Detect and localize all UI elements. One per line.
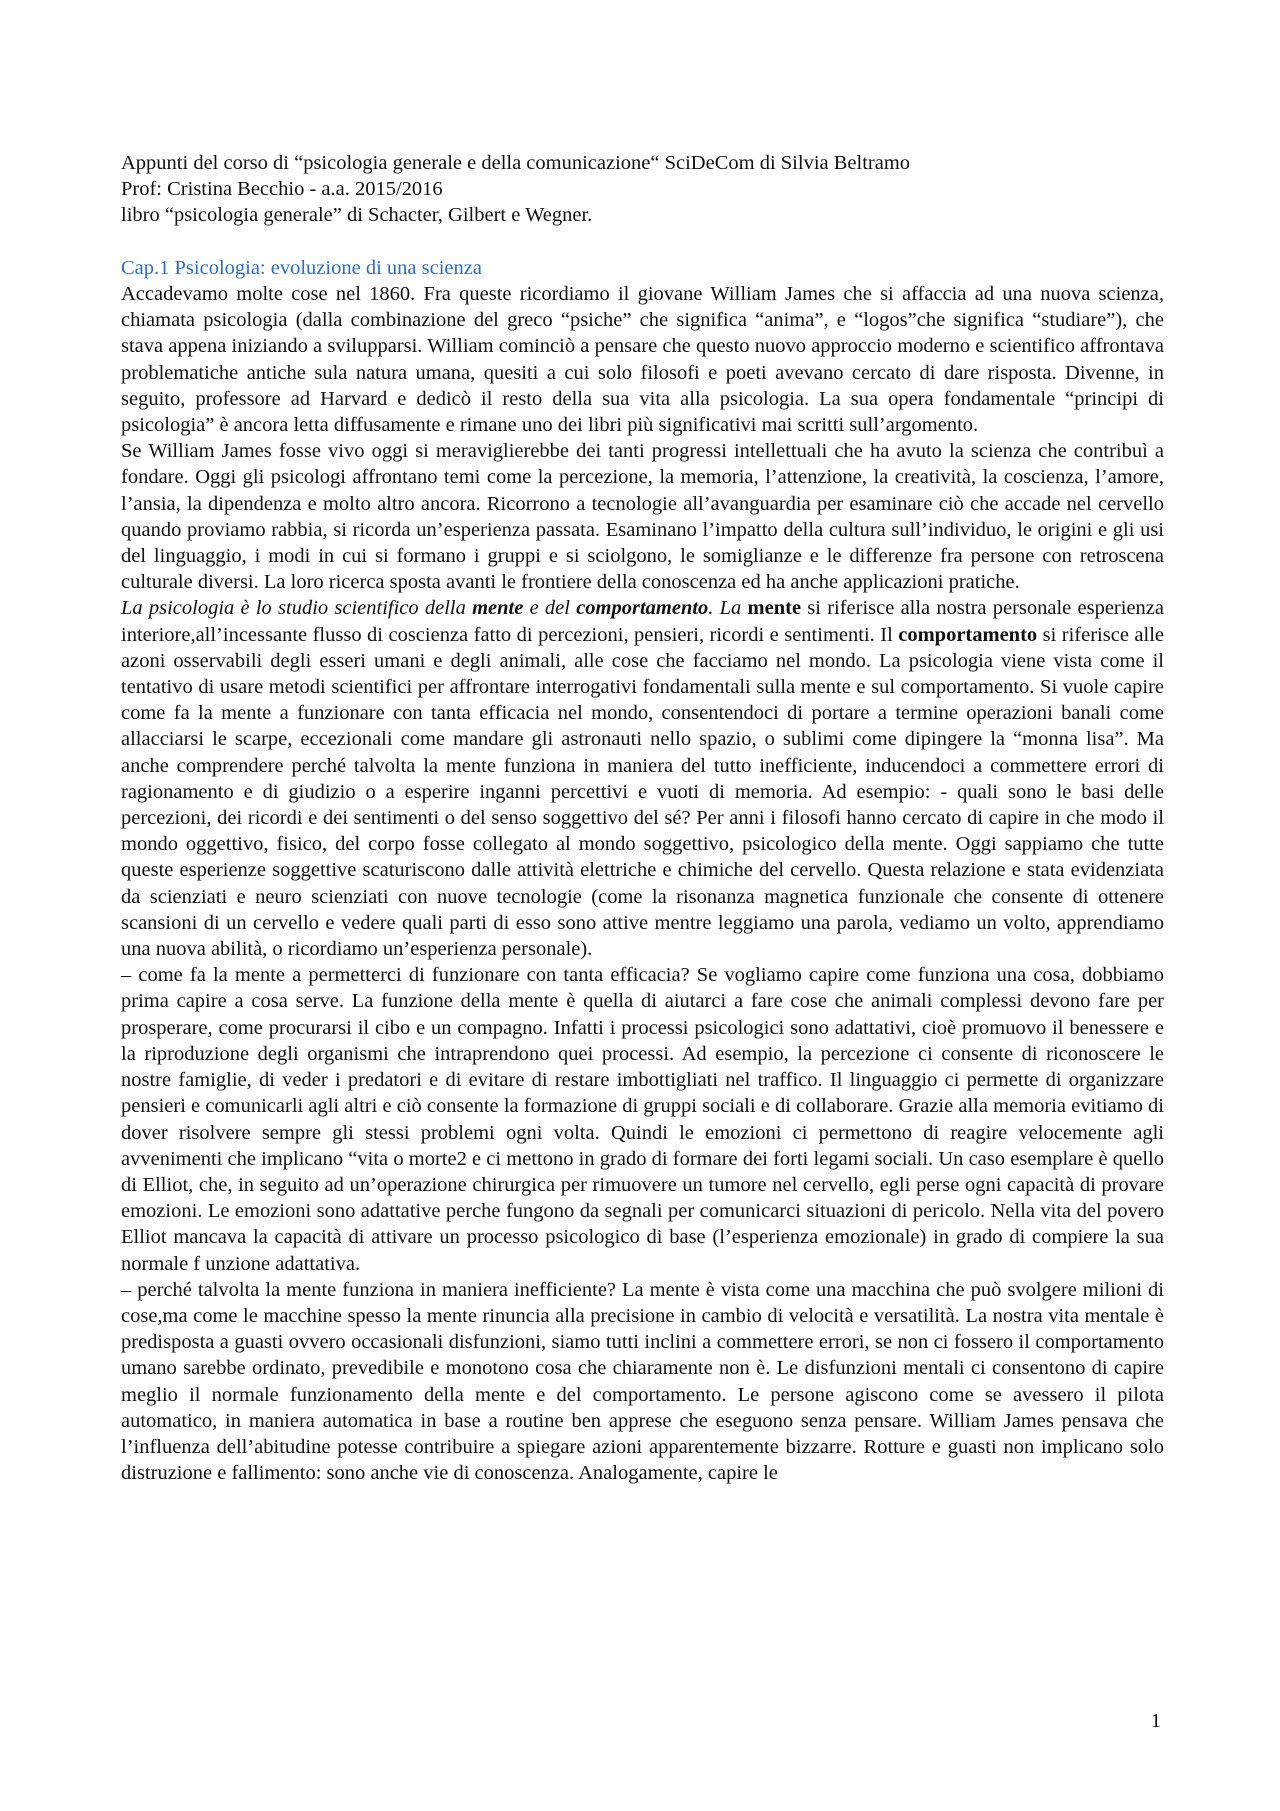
definition-connector: e del	[523, 597, 577, 620]
chapter-title: Cap.1 Psicologia: evoluzione di una scienza	[121, 257, 482, 279]
term-mente: mente	[747, 597, 802, 620]
paragraph-inefficiency: – perché talvolta la mente funziona in maniera inefficiente? La mente è vista come una macchina che può svolgere milioni di cose,ma come le macchine spesso la mente rinuncia alla precisione in cambio di velocità e versatilità. La nostra vita mentale è predisposta a guasti ovvero occasionali disfunzioni, siamo tutti inclini a commettere errori, se non ci fossero il comportamento umano sarebbe ordinato, prevedibile e monotono cosa che chiaramente non è. Le disfunzioni mentali ci consentono di capire meglio il normale funzionamento della mente e del comportamento. Le persone agiscono come se avessero il pilota automatico, in maniera automatica in base a routine ben apprese che eseguono senza pensare. William James pensava che l’influenza dell’abitudine potesse contribuire a spiegare azioni apparentemente bizzarre. Rotture e guasti non implicano solo distruzione e fallimento: sono anche vie di conoscenza. Analogamente, capire le	[121, 1278, 1164, 1485]
comportamento-definition: si riferisce alle azoni osservabili degli esseri umani e degli animali, alle cose che facciamo nel mondo. La psicologia viene vista come il tentativo di usare metodi scientifici per affrontare interrogativi fondamentali sulla mente e sul comportamento. Si vuole capire come fa la mente a funzionare con tanta efficacia nel mondo, consentendoci di portare a termine operazioni banali come allacciarsi le scarpe, eccezionali come mandare gli astronauti nello spazio, o sublimi come dipingere la “monna lisa”. Ma anche comprendere perché talvolta la mente funziona in maniera del tutto inefficiente, inducendoci a commettere errori di ragionamento e di giudizio o a esperire inganni percettivi e vuoti di memoria. Ad esempio: - quali sono le basi delle percezioni, dei ricordi e dei sentimenti o del senso soggettivo del sé? Per anni i filosofi hanno cercato di capire in che modo il mondo oggettivo, fisico, del corpo fosse collegato al mondo soggettivo, psicologico della mente. Oggi sappiamo che tutte queste esperienze soggettive scaturiscono dalle attività elettriche e chimiche del cervello. Questa relazione e stata evidenziata da scienziati e neuro scienziati con nuove tecnologie (come la risonanza magnetica funzionale che consente di ottenere scansioni di un cervello e vedere quali parti di esso sono attive mentre leggiamo una parola, vediamo un volto, apprendiamo una nuova abilità, o ricordiamo un’esperienza personale).	[121, 623, 1164, 961]
paragraph-definition	[121, 595, 1164, 962]
paragraph-intro: Accadevamo molte cose nel 1860. Fra queste ricordiamo il giovane William James che si affaccia ad una nuova scienza, chiamata psicologia (dalla combinazione del greco “psiche” che significa “anima”, e “logos”che significa “studiare”), che stava appena iniziando a svilupparsi. William cominciò a pensare che questo nuovo approccio moderno e scientifico affrontava problematiche antiche sula natura umana, quesiti a cui solo filosofi e poeti avevano cercato di dare risposta. Divenne, in seguito, professore ad Harvard e dedicò il resto della sua vita alla psicologia. La sua opera fondamentale “principi di psicologia” è ancora letta diffusamente e rimane uno dei libri più significativi mai scritti sull’argomento.	[121, 283, 1164, 437]
document-page	[121, 150, 1164, 1486]
header-course-line: Appunti del corso di “psicologia generale e della comunicazione“ SciDeCom di Silvia Beltramo	[121, 152, 911, 174]
header-professor-line: Prof: Cristina Becchio - a.a. 2015/2016	[121, 178, 443, 200]
term-mente-italic: mente	[472, 597, 524, 620]
paragraph-progress: Se William James fosse vivo oggi si meraviglierebbe dei tanti progressi intellettuali che ha avuto la scienza che contribuì a fondare. Oggi gli psicologi affrontano temi come la percezione, la memoria, l’attenzione, la creatività, la coscienza, l’amore, l’ansia, la dipendenza e molto altro ancora. Ricorrono a tecnologie all’avanguardia per esaminare ciò che accade nel cervello quando proviamo rabbia, si ricorda un’esperienza passata. Esaminano l’impatto della cultura sull’individuo, le origini e gli usi del linguaggio, i modi in cui si formano i gruppi e si sciolgono, le somiglianze e le differenze fra persone con retroscena culturale diversi. La loro ricerca sposta avanti le frontiere della conoscenza ed ha anche applicazioni pratiche.	[121, 440, 1164, 594]
mente-definition: si riferisce alla nostra personale esperienza interiore,all’incessante flusso di coscienza fatto di percezioni, pensieri, ricordi e sentimenti. Il	[121, 597, 1164, 646]
definition-lead: La psicologia è lo studio scientifico della	[121, 597, 473, 620]
term-comportamento: comportamento	[898, 623, 1038, 646]
term-comportamento-italic: comportamento	[576, 597, 709, 620]
paragraph-function: – come fa la mente a permetterci di funzionare con tanta efficacia? Se vogliamo capire come funziona una cosa, dobbiamo prima capire a cosa serve. La funzione della mente è quella di aiutarci a fare cose che animali complessi devono fare per prosperare, come procurarsi il cibo e un compagno. Infatti i processi psicologici sono adattativi, cioè promuovo il benessere e la riproduzione degli organismi che intraprendono quei processi. Ad esempio, la percezione ci consente di riconoscere le nostre famiglie, di veder i predatori e di evitare di restare imbottigliati nel traffico. Il linguaggio ci permette di organizzare pensieri e comunicarli agli altri e ciò consente la formazione di gruppi sociali e di collaborare. Grazie alla memoria evitiamo di dover risolvere sempre gli stessi problemi ogni volta. Quindi le emozioni ci permettono di reagire velocemente agli avvenimenti che implicano “vita o morte2 e ci mettono in grado di formare dei forti legami sociali. Un caso esemplare è quello di Elliot, che, in seguito ad un’operazione chirurgica per rimuovere un tumore nel cervello, egli perse ogni capacità di provare emozioni. Le emozioni sono adattative perche fungono da segnali per comunicarci situazioni di pericolo. Nella vita del povero Elliot mancava la capacità di attivare un processo psicologico di base (l’esperienza emozionale) in grado di compiere la sua normale f unzione adattativa.	[121, 964, 1164, 1275]
definition-end: . La	[708, 597, 748, 620]
page-number: 1	[1150, 1710, 1161, 1732]
body-text	[121, 281, 1164, 1486]
header-book-line: libro “psicologia generale” di Schacter, Gilbert e Wegner.	[121, 204, 593, 226]
